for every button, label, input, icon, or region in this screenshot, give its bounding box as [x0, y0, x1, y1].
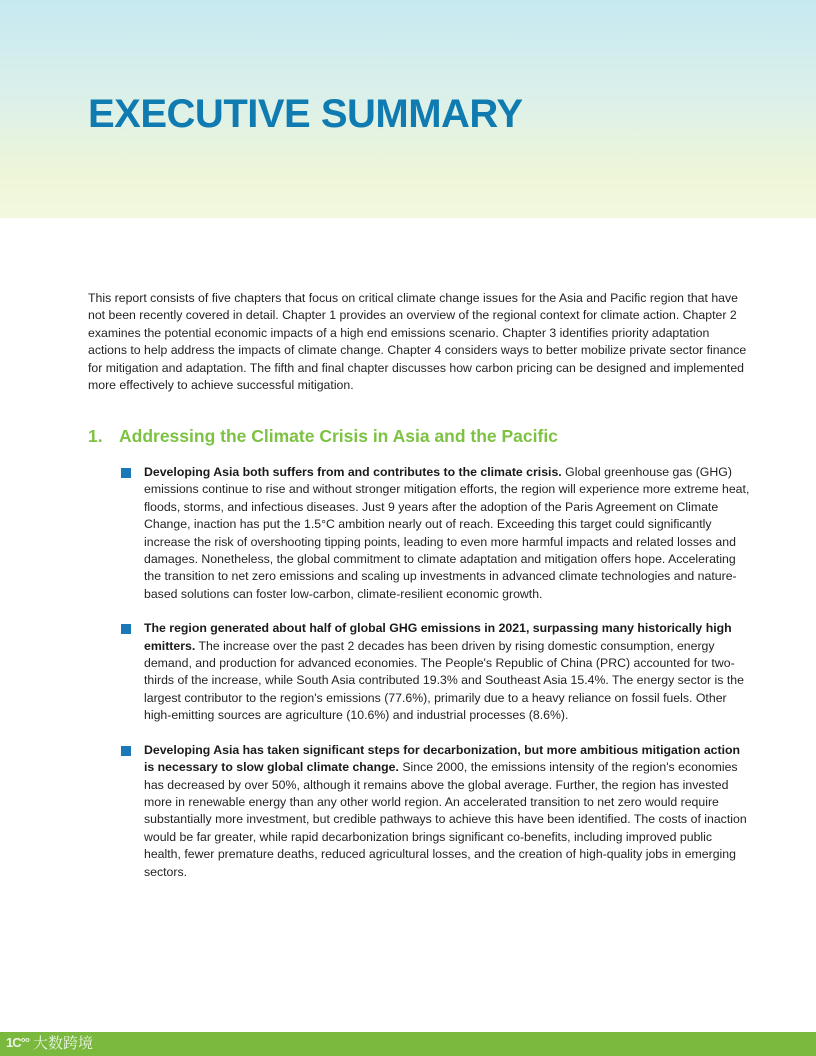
bullet-item: [120, 620, 750, 724]
section-number: 1.: [88, 426, 103, 446]
square-bullet-icon: [121, 468, 131, 478]
bullet-item: [120, 464, 750, 603]
bullet-lead: The region generated about half of global GHG emissions in 2021, surpassing many historically high emitters.: [144, 621, 732, 653]
intro-paragraph: This report consists of five chapters that focus on critical climate change issues for the Asia and Pacific region that have not been recently covered in detail. Chapter 1 provides an overview of the regional context for climate action. Chapter 2 examines the potential economic impacts of a high end emissions scenario. Chapter 3 identifies priority adaptation actions to help address the impacts of climate change. Chapter 4 considers ways to better mobilize private sector finance for mitigation and adaptation. The fifth and final chapter discusses how carbon pricing can be designed and implemented more effectively to achieve successful mitigation.: [88, 291, 747, 393]
bullet-item: [120, 742, 750, 881]
square-bullet-icon: [121, 746, 131, 756]
bullet-lead: Developing Asia both suffers from and contributes to the climate crisis.: [144, 465, 562, 479]
watermark: [6, 1030, 93, 1054]
bullet-body: The increase over the past 2 decades has been driven by rising domestic consumption, energy demand, and production for advanced economies. The People's Republic of China (PRC) accounted for two-thirds of the increase, while South Asia contributed 19.3% and Southeast Asia 15.4%. The energy sector is the largest contributor to the region's emissions (77.6%), primarily due to a heavy reliance on fossil fuels. Other high-emitting sources are agriculture (10.6%) and industrial processes (8.6%).: [144, 638, 744, 723]
bullet-body: Since 2000, the emissions intensity of the region's economies has decreased by over 50%, although it remains above the global average. Further, the region has invested more in renewable energy than any other world region. An accelerated transition to net zero would require substantially more investment, but credible pathways to achieve this have been identified. The costs of inaction would be far greater, while rapid decarbonization brings significant co-benefits, including improved public health, fewer premature deaths, reduced agricultural losses, and the creation of high-quality jobs in emerging sectors.: [144, 760, 747, 879]
square-bullet-icon: [121, 624, 131, 634]
bullet-list: [120, 464, 750, 898]
bullet-lead: Developing Asia has taken significant steps for decarbonization, but more ambitious mitigation action is necessary to slow global climate change.: [144, 742, 741, 775]
page-title: EXECUTIVE SUMMARY: [88, 92, 523, 136]
watermark-text: 大数跨境: [33, 1034, 94, 1052]
section-title: Addressing the Climate Crisis in Asia and the Pacific: [119, 426, 558, 446]
bullet-body: Global greenhouse gas (GHG) emissions continue to rise and without stronger mitigation efforts, the region will experience more extreme heat, floods, storms, and infectious diseases. Just 9 years after the adoption of the Paris Agreement on Climate Change, inaction has put the 1.5°C ambition nearly out of reach. Exceeding this target could significantly increase the risk of overshooting tipping points, leading to even more harmful impacts and related losses and damages. Nonetheless, the global commitment to climate adaptation and mitigation offers hope. Accelerating the transition to net zero emissions and scaling up investments in advanced climate technologies and nature-based solutions can foster low-carbon, climate-resilient economic growth.: [144, 465, 750, 601]
footer-band: [0, 1032, 816, 1056]
watermark-logo-icon: 1C°°: [6, 1034, 30, 1050]
section-heading: [88, 424, 558, 448]
